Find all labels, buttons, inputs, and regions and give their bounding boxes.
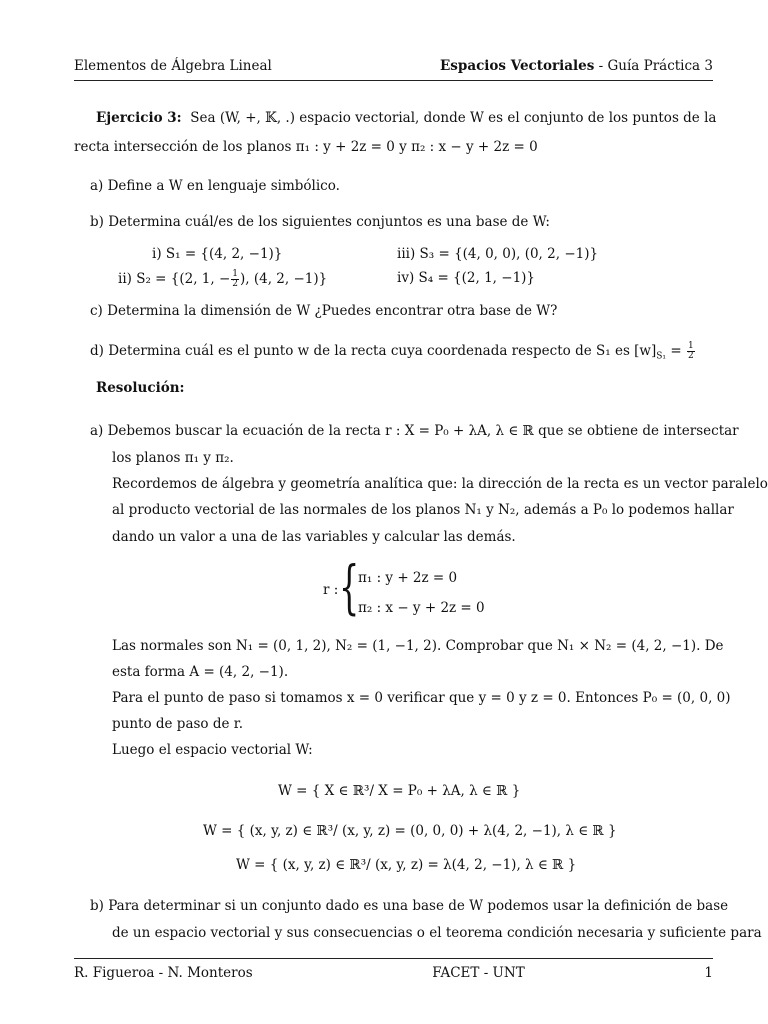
set-ii: [118, 270, 327, 289]
footer-page-number: 1: [704, 965, 713, 981]
exercise-item-b: b) Determina cuál/es de los siguientes conjuntos es una base de W:: [90, 214, 550, 230]
resolution-a-line-4: al producto vectorial de las normales de los planos N₁ y N₂, además a P₀ lo podemos hallar: [112, 502, 734, 518]
set-iii: iii) S₃ = {(4, 0, 0), (0, 2, −1)}: [397, 246, 599, 262]
item-d-text: d) Determina cuál es el punto w de la recta cuya coordenada respecto de S₁ es [w]: [90, 343, 657, 359]
set-ii-end: ), (4, 2, −1)}: [240, 271, 328, 287]
exercise-item-c: c) Determina la dimensión de W ¿Puedes encontrar otra base de W?: [90, 303, 558, 319]
resolution-a-line-6: Las normales son N₁ = (0, 1, 2), N₂ = (1, −1, 2). Comprobar que N₁ × N₂ = (4, 2, −1). De: [112, 638, 724, 654]
exercise-item-d: [90, 342, 696, 362]
exercise-statement-line-2: recta intersección de los planos π₁ : y + 2z = 0 y π₂ : x − y + 2z = 0: [74, 139, 538, 155]
footer-institution: FACET - UNT: [432, 965, 525, 981]
header-course-title: Elementos de Álgebra Lineal: [74, 58, 272, 74]
system-brace: {: [339, 553, 360, 621]
set-ii-frac-den: 2: [232, 279, 238, 289]
page-footer: [74, 965, 713, 981]
resolution-a-line-9: punto de paso de r.: [112, 716, 244, 732]
set-ii-frac-num: 1: [232, 269, 238, 279]
resolution-a-line-7: esta forma A = (4, 2, −1).: [112, 664, 289, 680]
header-section-rest: - Guía Práctica 3: [594, 58, 713, 74]
set-ii-fraction: [231, 270, 239, 289]
resolution-a-line-10: Luego el espacio vectorial W:: [112, 742, 313, 758]
set-ii-start: ii) S₂ = {(2, 1, −: [118, 271, 231, 287]
exercise-statement-text: Sea (W, +, 𝕂, .) espacio vectorial, donde W es el conjunto de los puntos de la: [190, 110, 717, 126]
item-d-frac-num: 1: [687, 341, 694, 351]
header-section-bold: Espacios Vectoriales: [440, 58, 595, 74]
item-d-frac-den: 2: [687, 351, 694, 361]
header-rule: [74, 80, 713, 81]
system-equation-1: π₁ : y + 2z = 0: [358, 570, 458, 586]
header-section-title: [440, 58, 713, 74]
set-equation-1: W = { X ∈ ℝ³/ X = P₀ + λA, λ ∈ ℝ }: [278, 783, 521, 799]
system-label: r :: [323, 582, 339, 598]
resolution-b-line-1: b) Para determinar si un conjunto dado es una base de W podemos usar la definición de base: [90, 898, 729, 914]
resolution-title-text: Resolución:: [96, 380, 185, 396]
exercise-item-a: a) Define a W en lenguaje simbólico.: [90, 178, 340, 194]
footer-authors: R. Figueroa - N. Monteros: [74, 965, 253, 981]
exercise-statement-line-1: [96, 110, 716, 126]
set-equation-2: W = { (x, y, z) ∈ ℝ³/ (x, y, z) = (0, 0, 0) + λ(4, 2, −1), λ ∈ ℝ }: [203, 823, 617, 839]
resolution-a-line-2: los planos π₁ y π₂.: [112, 450, 234, 466]
set-equation-3: W = { (x, y, z) ∈ ℝ³/ (x, y, z) = λ(4, 2, −1), λ ∈ ℝ }: [236, 857, 577, 873]
system-equation-2: π₂ : x − y + 2z = 0: [358, 600, 485, 616]
page-header: [74, 58, 713, 74]
item-d-fraction: [687, 342, 695, 361]
resolution-title: [96, 380, 185, 396]
item-d-subscript: S₁: [656, 351, 667, 362]
resolution-a-line-1: a) Debemos buscar la ecuación de la recta r : X = P₀ + λA, λ ∈ ℝ que se obtiene de intersectar: [90, 423, 739, 439]
set-iv: iv) S₄ = {(2, 1, −1)}: [397, 270, 536, 286]
exercise-title: Ejercicio 3:: [96, 110, 182, 126]
resolution-a-line-5: dando un valor a una de las variables y calcular las demás.: [112, 529, 516, 545]
item-d-equals: =: [666, 343, 686, 359]
set-i: i) S₁ = {(4, 2, −1)}: [152, 246, 283, 262]
resolution-a-line-3: Recordemos de álgebra y geometría analítica que: la dirección de la recta es un vector paralelo: [112, 476, 768, 492]
resolution-b-line-2: de un espacio vectorial y sus consecuencias o el teorema condición necesaria y suficiente para: [112, 925, 762, 941]
footer-rule: [74, 958, 713, 959]
resolution-a-line-8: Para el punto de paso si tomamos x = 0 verificar que y = 0 y z = 0. Entonces P₀ = (0, 0, 0): [112, 690, 731, 706]
